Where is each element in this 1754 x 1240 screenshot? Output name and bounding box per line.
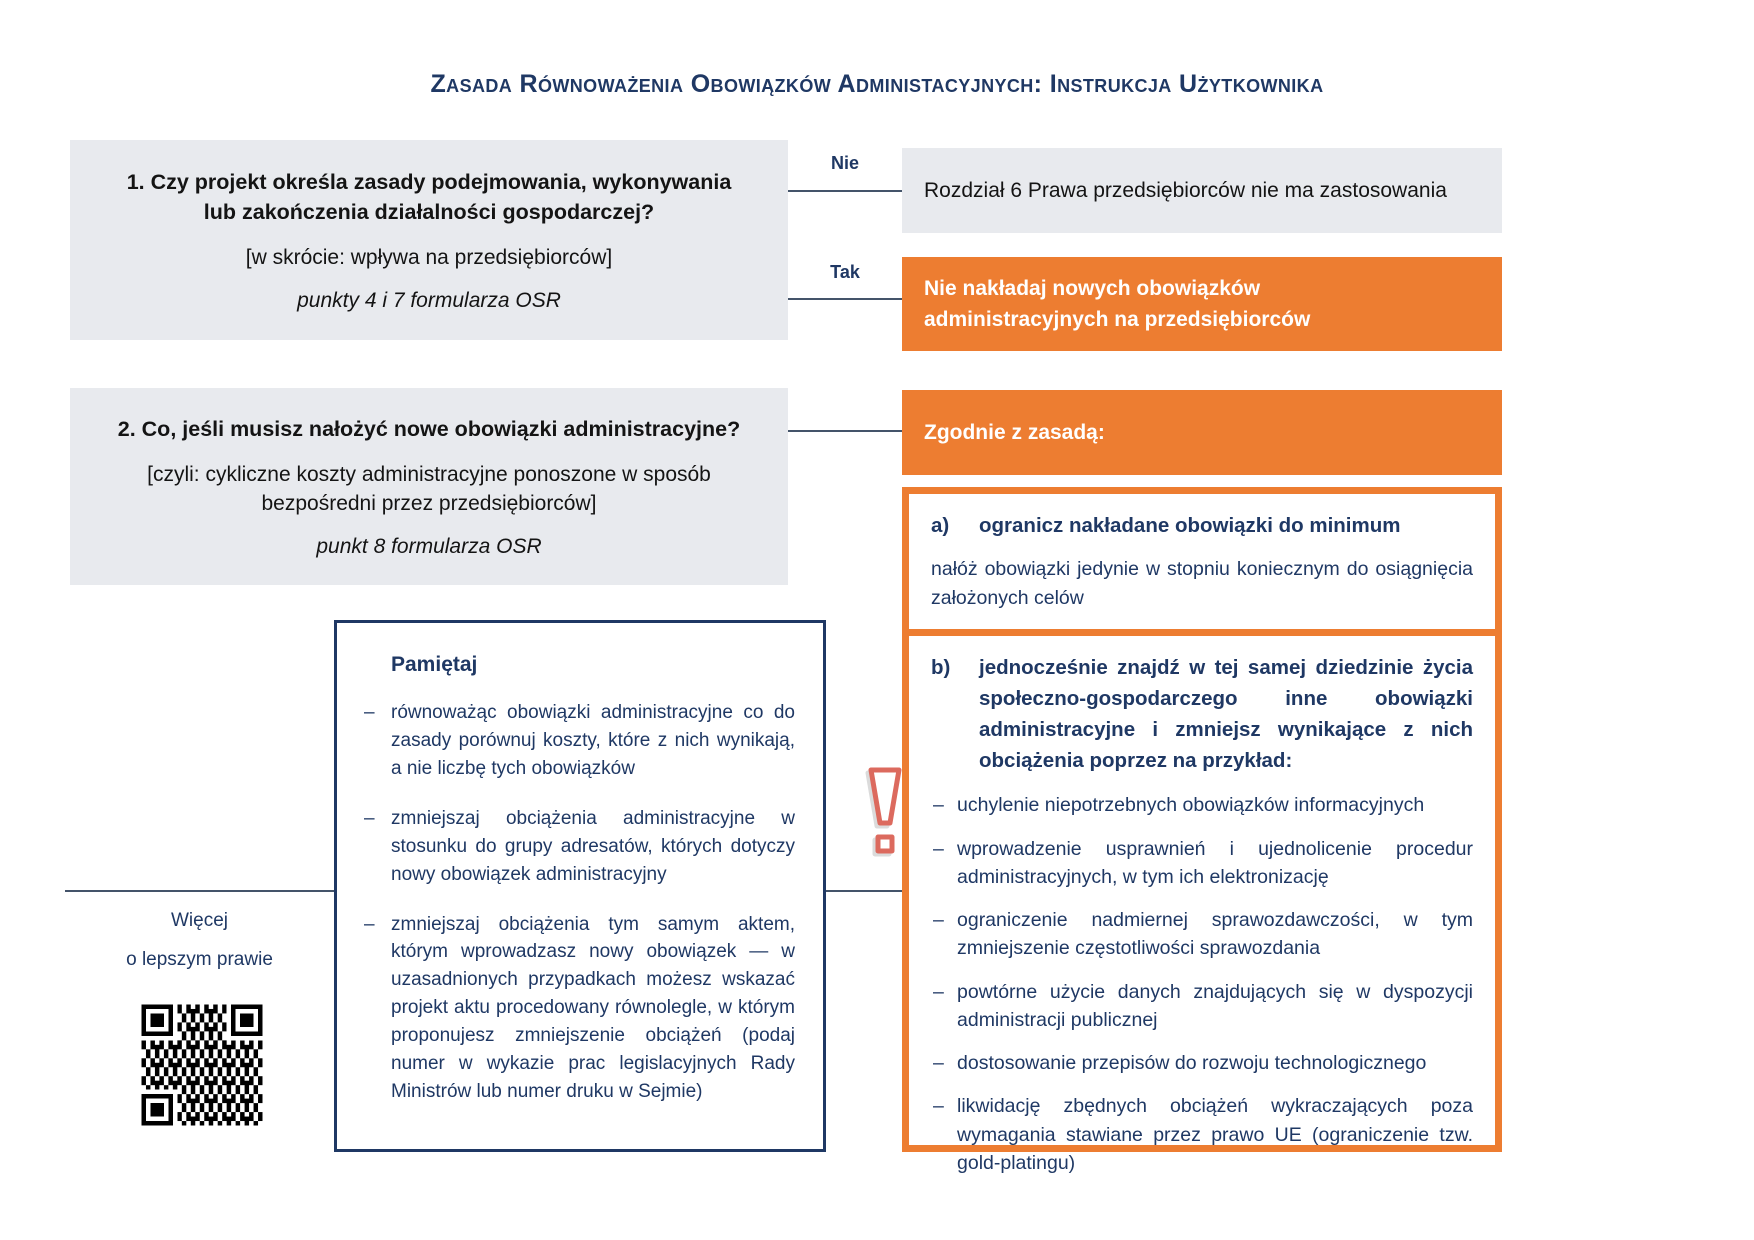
more-info-line1: Więcej — [170, 910, 228, 931]
list-item: – zmniejszaj obciążenia tym samym aktem, którym wprowadzasz nowy obowiązek — w uzasadnionych przypadkach możesz wskazać projekt aktu procedowany równolegle, w którym proponujesz zmniejszenie obciążeń (podaj numer w wykazie prac legislacyjnych Rady Ministrów lub numer druku w Sejmie) — [363, 911, 795, 1106]
rule-a-heading — [931, 511, 1473, 542]
branch-label-no: Nie — [830, 153, 859, 173]
remember-list — [363, 699, 795, 1106]
list-item: – uchylenie niepotrzebnych obowiązków informacyjnych — [931, 791, 1473, 819]
more-info-line2: o lepszym prawie — [126, 949, 273, 970]
exclamation-icon — [862, 766, 908, 866]
rule-b-heading-text: jednocześnie znajdź w tej samej dziedzinie życia społeczno-gospodarczego inne obowiązki administracyjne i zmniejsz wynikające z nich obciążenia poprzez na przykład: — [979, 656, 1473, 772]
remember-title: Pamiętaj — [391, 653, 478, 676]
connector-line-q2 — [788, 430, 902, 432]
remember-box — [334, 620, 826, 1152]
rule-header-text: Zgodnie z zasadą: — [924, 420, 1105, 444]
rule-b-marker: b) — [931, 656, 951, 680]
rule-b-heading — [931, 653, 1473, 776]
rule-a-heading-text: ogranicz nakładane obowiązki do minimum — [979, 514, 1401, 537]
rule-section-a — [909, 494, 1495, 636]
rule-b-list — [931, 791, 1473, 1177]
rule-a-marker: a) — [931, 514, 950, 537]
branch-label-yes: Tak — [830, 262, 860, 282]
result-yes-panel — [902, 257, 1502, 351]
list-item: – likwidację zbędnych obciążeń wykraczających poza wymagania stawiane przez prawo UE (ograniczenie tzw. gold-platingu) — [931, 1092, 1473, 1177]
more-info-label — [65, 910, 334, 971]
list-item: – równoważąc obowiązki administracyjne co do zasady porównuj koszty, które z nich wynikają, a nie liczbę tych obowiązków — [363, 699, 795, 783]
question-1-text: 1. Czy projekt określa zasady podejmowania, wykonywania lub zakończenia działalności gospodarczej? — [126, 169, 732, 224]
question-1-reference: punkty 4 i 7 formularza OSR — [297, 289, 561, 313]
separator-line-right — [826, 890, 902, 892]
list-item: – wprowadzenie usprawnień i ujednolicenie procedur administracyjnych, w tym ich elektronizację — [931, 835, 1473, 892]
list-item: – zmniejszaj obciążenia administracyjne w stosunku do grupy adresatów, których dotyczy nowy obowiązek administracyjny — [363, 805, 795, 889]
rule-box — [902, 487, 1502, 1174]
question-2-reference: punkt 8 formularza OSR — [316, 534, 542, 558]
question-2-note: [czyli: cykliczne koszty administracyjne ponoszone w sposób bezpośredni przez przedsiębiorców] — [147, 463, 711, 515]
result-no-panel — [902, 148, 1502, 233]
list-item: – dostosowanie przepisów do rozwoju technologicznego — [931, 1049, 1473, 1077]
result-yes-text: Nie nakładaj nowych obowiązków administracyjnych na przedsiębiorców — [924, 276, 1311, 331]
result-no-text: Rozdział 6 Prawa przedsiębiorców nie ma zastosowania — [924, 178, 1447, 202]
connector-line-yes — [788, 298, 902, 300]
list-item: – powtórne użycie danych znajdujących się w dyspozycji administracji publicznej — [931, 978, 1473, 1035]
separator-line-left — [65, 890, 334, 892]
list-item: – ograniczenie nadmiernej sprawozdawczości, w tym zmniejszenie częstotliwości sprawozdania — [931, 906, 1473, 963]
question-1-note: [w skrócie: wpływa na przedsiębiorców] — [245, 245, 613, 269]
qr-code-icon — [137, 1000, 267, 1130]
rule-header-panel — [902, 390, 1502, 475]
rule-a-body: nałóż obowiązki jedynie w stopniu koniecznym do osiągnięcia założonych celów — [931, 557, 1473, 609]
connector-line-no — [788, 190, 902, 192]
question-2-panel — [70, 388, 788, 585]
question-1-panel — [70, 140, 788, 340]
page-title: Zasada Równoważenia Obowiązków Administacyjnych: Instrukcja Użytkownika — [430, 70, 1324, 98]
rule-section-b — [909, 636, 1495, 1195]
question-2-text: 2. Co, jeśli musisz nałożyć nowe obowiązki administracyjne? — [117, 417, 741, 442]
